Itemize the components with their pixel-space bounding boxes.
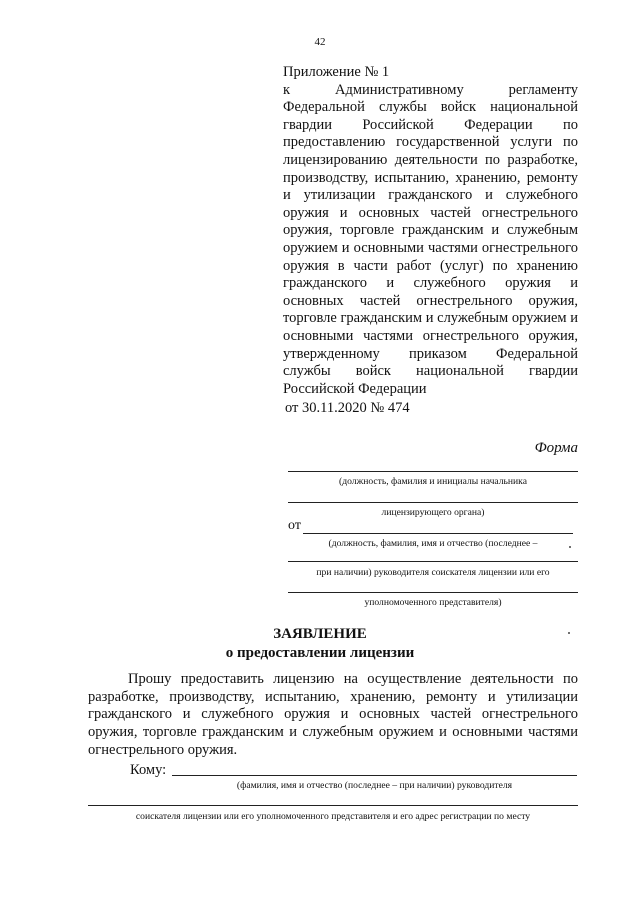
recipient-label: Кому: [130, 762, 167, 778]
title-main: ЗАЯВЛЕНИЕ [273, 626, 367, 642]
recipient-name-line [172, 775, 577, 776]
caption-recipient-name: (фамилия, имя и отчество (последнее – при наличии) руководителя [236, 780, 513, 791]
statement-text: Прошу предоставить лицензию на осуществление деятельности по разработке, производству, испытанию, хранению, ремонту и утилизации гражданского и служебного оружия и основных частей огнестрельного оружия, торговле гражданским и служебным оружием и основными частями огнестрельного оружия. [88, 671, 578, 758]
document-title [0, 625, 640, 663]
appendix-text: к Административному регламенту Федеральной службы войск национальной гвардии Российской Федерации по предоставлению государственной услуги по лицензированию деятельности по разработке, производству, испытанию, хранению, ремонту и утилизации гражданского и служебного оружия и основных частей огнестрельного оружия, торговле гражданским и служебным оружием и основными частями огнестрельного оружия в части работ (услуг) по хранению гражданского и служебного оружия и основных частей огнестрельного оружия, торговле гражданским и служебным оружием и основными частями огнестрельного оружия, утвержденному приказом Федеральной службы войск национальной гвардии Российской Федерации [283, 81, 578, 397]
scan-speck [569, 546, 571, 548]
applicant-line-2 [288, 561, 578, 562]
applicant-line-3 [288, 592, 578, 593]
scan-speck [568, 632, 570, 634]
title-sub: о предоставлении лицензии [225, 645, 415, 661]
appendix-block [283, 64, 578, 418]
from-label: от [288, 518, 301, 533]
recipient-position-line [288, 471, 578, 472]
caption-head-position: (должность, фамилия и инициалы начальника [339, 476, 527, 487]
recipient-authority-line [288, 502, 578, 503]
caption-applicant-head: при наличии) руководителя соискателя лицензии или его [316, 567, 550, 578]
form-label: Форма [534, 440, 578, 456]
recipient-address-line [88, 805, 578, 806]
caption-applicant-name: (должность, фамилия, имя и отчество (последнее – [328, 538, 538, 549]
page-number: 42 [314, 36, 326, 48]
appendix-number: Приложение № 1 [283, 64, 390, 80]
appendix-order: от 30.11.2020 № 474 [285, 400, 410, 417]
caption-licensing-authority: лицензирующего органа) [381, 507, 485, 518]
applicant-line [303, 533, 573, 534]
caption-recipient-address: соискателя лицензии или его уполномоченного представителя и его адрес регистрации по месту [135, 811, 531, 822]
caption-representative: уполномоченного представителя) [364, 597, 502, 608]
